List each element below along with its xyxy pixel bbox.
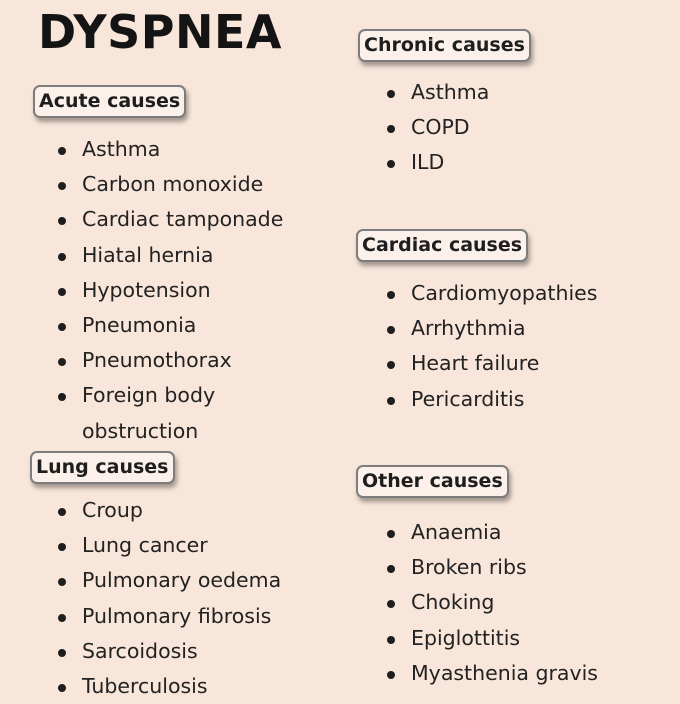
list-item: Epiglottitis (385, 621, 598, 656)
list-item: Broken ribs (385, 550, 598, 585)
list-item: COPD (385, 110, 531, 145)
list-item: Hypotension (56, 273, 283, 308)
list-item: Heart failure (385, 346, 597, 381)
list-item: Lung cancer (56, 528, 281, 563)
list-item: Choking (385, 585, 598, 620)
list-item: Asthma (385, 75, 531, 110)
list-item-line: Foreign body (82, 383, 216, 408)
list-item: ILD (385, 145, 531, 180)
section-label-other-causes: Other causes (356, 465, 509, 498)
list-item: Pulmonary oedema (56, 563, 281, 598)
section-cardiac-causes (356, 229, 597, 417)
list-item-line: obstruction (82, 418, 199, 443)
list-item: Croup (56, 493, 281, 528)
list-item: Arrhythmia (385, 311, 597, 346)
list-item: Cardiomyopathies (385, 276, 597, 311)
list-item: Cardiac tamponade (56, 202, 283, 237)
list-item: Hiatal hernia (56, 238, 283, 273)
section-lung-causes (30, 451, 281, 704)
other-causes-list (385, 515, 598, 691)
section-other-causes (356, 465, 598, 691)
list-item-wrapped (56, 378, 283, 448)
lung-causes-list (56, 493, 281, 704)
list-item: Pneumothorax (56, 343, 283, 378)
page-title: DYSPNEA (38, 5, 283, 59)
list-item: Carbon monoxide (56, 167, 283, 202)
section-label-chronic-causes: Chronic causes (358, 29, 531, 62)
acute-causes-list (56, 132, 283, 449)
list-item: Myasthenia gravis (385, 656, 598, 691)
list-item: Pneumonia (56, 308, 283, 343)
list-item: Anaemia (385, 515, 598, 550)
list-item: Sarcoidosis (56, 634, 281, 669)
section-label-lung-causes: Lung causes (30, 451, 175, 484)
section-label-cardiac-causes: Cardiac causes (356, 229, 528, 262)
cardiac-causes-list (385, 276, 597, 417)
list-item: Pulmonary fibrosis (56, 599, 281, 634)
section-acute-causes (30, 85, 283, 449)
section-label-acute-causes: Acute causes (33, 85, 186, 118)
list-item: Pericarditis (385, 382, 597, 417)
list-item: Asthma (56, 132, 283, 167)
list-item: Tuberculosis (56, 669, 281, 704)
chronic-causes-list (385, 75, 531, 181)
section-chronic-causes (358, 29, 531, 181)
